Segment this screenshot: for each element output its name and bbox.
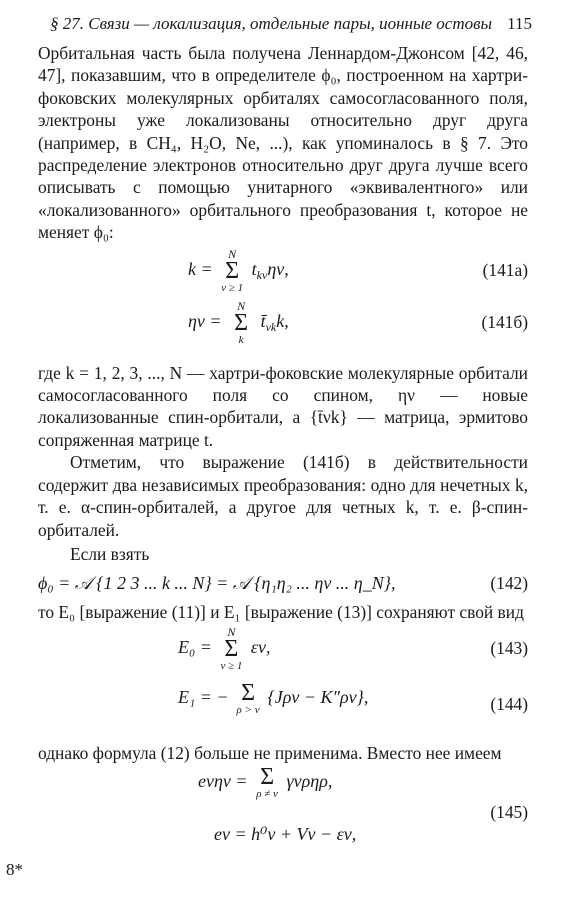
- page-number: 115: [507, 14, 532, 33]
- equation-143: [38, 624, 528, 678]
- sum-upper: N: [228, 246, 237, 261]
- equation-141b: [38, 298, 528, 356]
- eq145a-rhs: γνρηρ,: [286, 771, 333, 792]
- page: [38, 8, 532, 856]
- sum-symbol: Σ ρ > ν: [233, 682, 263, 716]
- equation-number: (142): [490, 573, 528, 594]
- equation-144: [38, 678, 528, 736]
- paragraph-5: то E₀ [выражение (11)] и E₁ [выражение (13)] сохраняют свой вид: [38, 602, 524, 623]
- eq142-body: ϕ₀ = 𝒜 {1 2 3 ... k ... N} = 𝒜 {η₁η₂ ... ην ... η_N},: [38, 573, 396, 594]
- equation-number: (144): [490, 693, 528, 714]
- eq145a-lhs: eνην =: [198, 771, 248, 792]
- paragraph-2: где k = 1, 2, 3, ..., N — хартри-фоковские молекулярные орбитали самосогласованного поля со спином, ην — новые локализованные спин-орбитали, а {t̄νk} — матрица, эрмитово сопряженная матрице t.: [38, 362, 528, 450]
- eq141a-tail: ην,: [267, 258, 289, 279]
- sum-lower: ν ≥ 1: [220, 659, 243, 672]
- sum-upper: N: [237, 298, 246, 313]
- equation-number: (141а): [482, 259, 528, 280]
- eq141b-term: t̄: [260, 310, 266, 331]
- sum-symbol: N Σ ν ≥ 1: [216, 626, 246, 672]
- equation-number: (141б): [481, 311, 528, 332]
- sum-symbol: Σ ρ ≠ ν: [252, 766, 282, 800]
- eq145b-body: eν = h⁰ν + Vν − εν,: [214, 824, 357, 845]
- equation-145: [38, 764, 528, 856]
- paragraph-3: Отметим, что выражение (141б) в действительности содержит два независимых преобразования: одно для нечетных k, т. е. α-спин-орбиталей, а другое для четных k, т. е. β-спин-орбиталей.: [38, 452, 528, 540]
- equation-number: (143): [490, 637, 528, 658]
- running-header: [38, 8, 532, 38]
- section-title: § 27. Связи — локализация, отдельные пары, ионные остовы: [50, 14, 492, 33]
- equation-number: (145): [490, 802, 528, 823]
- equation-142: [38, 565, 528, 601]
- eq144-rhs: {Jρν − K″ρν},: [267, 686, 369, 707]
- paragraph-6: однако формула (12) больше не применима. Вместо нее имеем: [38, 742, 502, 763]
- equation-141a: [38, 244, 528, 298]
- eq144-lhs: E₁ = −: [178, 686, 229, 707]
- signature-mark: 8*: [6, 860, 23, 879]
- paragraph-4: Если взять: [70, 543, 150, 564]
- sum-lower: ρ > ν: [236, 703, 260, 716]
- eq141b-sub: νk: [265, 319, 277, 334]
- eq143-lhs: E₀ =: [178, 636, 212, 657]
- eq143-rhs: εν,: [250, 636, 271, 657]
- eq141b-lhs: ην =: [188, 310, 222, 331]
- eq141a-lhs: k =: [188, 258, 213, 279]
- sum-symbol: N Σ k: [226, 300, 256, 346]
- eq141a-term: t: [251, 258, 257, 279]
- eq141b-tail: k,: [276, 310, 289, 331]
- sum-lower: ρ ≠ ν: [256, 788, 278, 801]
- sum-lower: ν ≥ 1: [221, 281, 244, 294]
- eq141a-sub: kν: [256, 267, 268, 282]
- sum-lower: k: [238, 333, 244, 346]
- sum-upper: N: [227, 624, 236, 639]
- paragraph-1: Орбитальная часть была получена Леннардом-Джонсом [42, 46, 47], показавшим, что в определителе ϕ₀, построенном на хартри-фоковских молекулярных орбиталях самосогласованного поля, электроны уже локализованы относительно друг друга (например, в CH₄, H₂O, Ne, ...), как упоминалось в § 7. Это распределение электронов относительно друг друга лучше всего описывать с помощью унитарного «эквивалентного» или «локализованного» орбитального преобразования t, которое не меняет ϕ₀:: [38, 43, 528, 243]
- sum-symbol: N Σ ν ≥ 1: [217, 248, 247, 294]
